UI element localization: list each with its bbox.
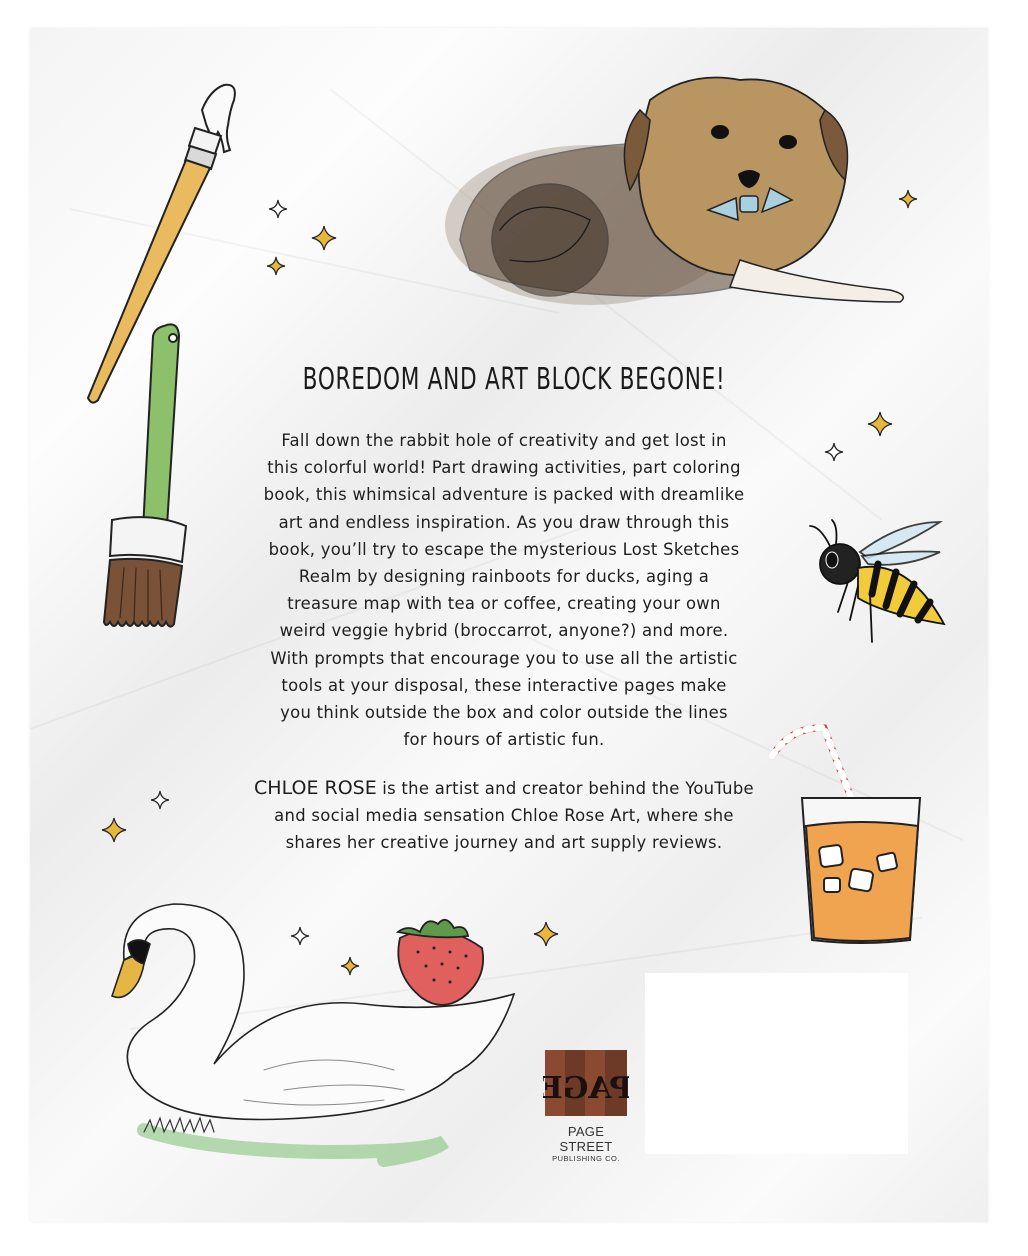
cover-blurb: Fall down the rabbit hole of creativity and get lost in this colorful world! Part drawing activities, part coloring book, this whimsical adventure is packed with dreamlike art and endless inspiration. As you draw through this book, you’ll try to escape the mysterious Lost Sketches Realm by designing rainboots for ducks, aging a treasure map with tea or coffee, creating your own weird veggie hybrid (broccarrot, anyone?) and more. With prompts that encourage you to use all the artistic tools at your disposal, these interactive pages make you think outside the box and color outside the lines for hours of artistic fun. (263, 431, 745, 750)
publisher-name: PAGE STREET (559, 1124, 613, 1154)
publisher-subname: PUBLISHING CO. (552, 1154, 620, 1163)
letterpress-blocks-icon (543, 1048, 629, 1118)
publisher-logo (540, 1048, 632, 1163)
author-bio: CHLOE ROSE is the artist and creator behind the YouTube and social media sensation Chloe Rose Art, where she shares her creative journey and art supply reviews. (254, 777, 754, 853)
cover-headline: BOREDOM AND ART BLOCK BEGONE! (302, 362, 726, 397)
logo-mark: PAGE (543, 1071, 629, 1106)
author-name: CHLOE ROSE (254, 777, 377, 799)
barcode-area (645, 973, 908, 1154)
